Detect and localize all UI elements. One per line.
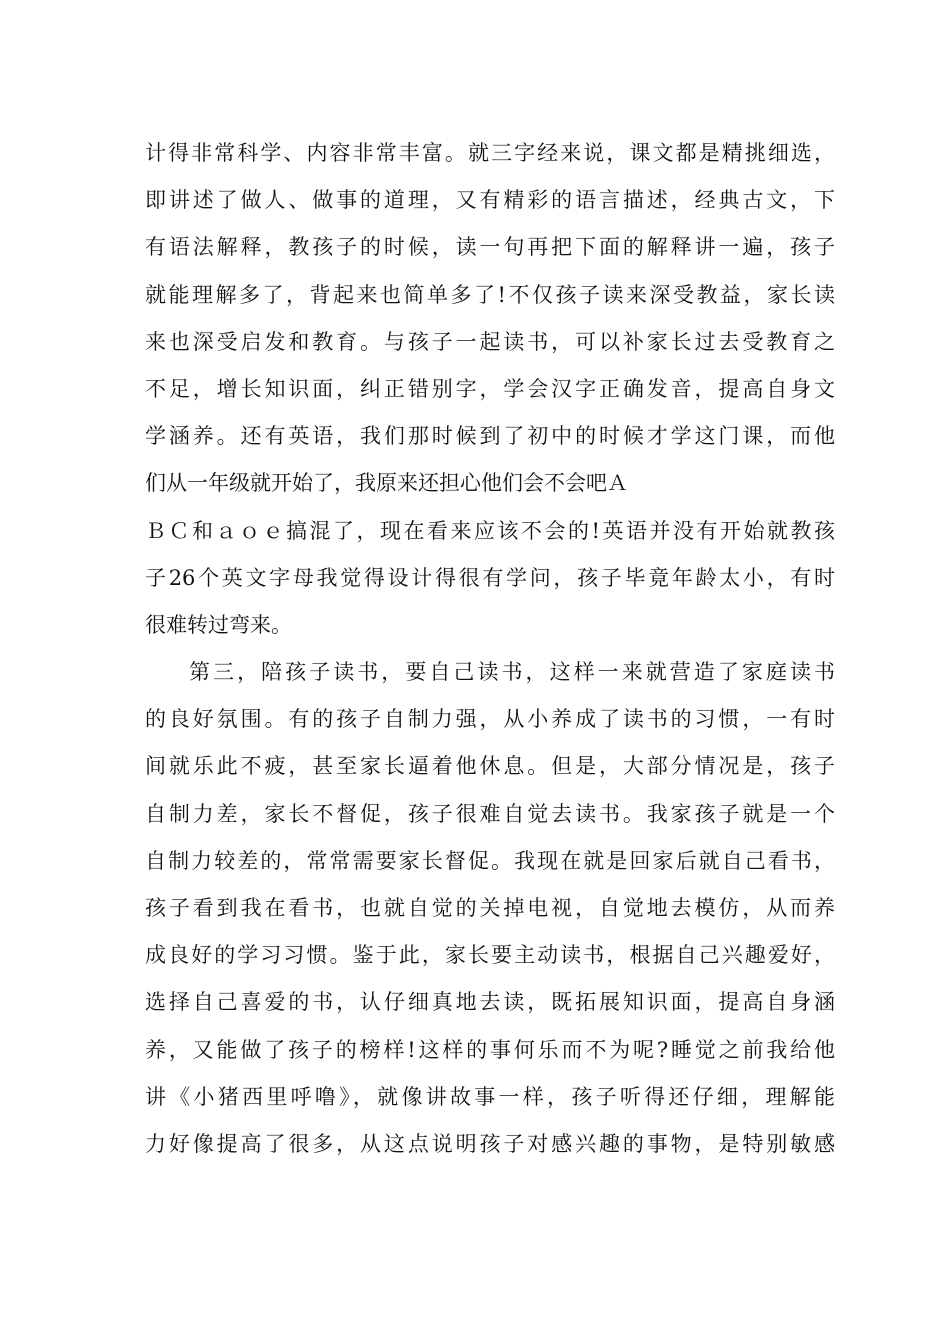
text-line: 计得非常科学、内容非常丰富。就三字经来说，课文都是精挑细选， bbox=[145, 141, 835, 165]
text-line: 养，又能做了孩子的榜样!这样的事何乐而不为呢?睡觉之前我给他 bbox=[145, 1037, 835, 1062]
text-line: 就能理解多了，背起来也简单多了!不仅孩子读来深受教益，家长读 bbox=[145, 282, 835, 307]
text-line: 子26个英文字母我觉得设计得很有学问，孩子毕竟年龄太小，有时 bbox=[145, 565, 835, 590]
paragraph-2 bbox=[145, 649, 835, 1168]
text-line: 力好像提高了很多，从这点说明孩子对感兴趣的事物，是特别敏感 bbox=[145, 1131, 835, 1156]
text-line: 成良好的学习习惯。鉴于此，家长要主动读书，根据自己兴趣爱好， bbox=[145, 943, 835, 968]
text-line: 自制力较差的，常常需要家长督促。我现在就是回家后就自己看书， bbox=[145, 848, 835, 873]
text-line: 很难转过弯来。 bbox=[145, 612, 292, 637]
text-line: 即讲述了做人、做事的道理，又有精彩的语言描述，经典古文，下 bbox=[145, 188, 835, 213]
paragraph-1 bbox=[145, 130, 835, 649]
text-line: 的良好氛围。有的孩子自制力强，从小养成了读书的习惯，一有时 bbox=[145, 707, 835, 732]
text-line: 自制力差，家长不督促，孩子很难自觉去读书。我家孩子就是一个 bbox=[145, 801, 835, 826]
text-line: 孩子看到我在看书，也就自觉的关掉电视，自觉地去模仿，从而养 bbox=[145, 896, 835, 920]
text-line: 不足，增长知识面，纠正错别字，学会汉字正确发音，提高自身文 bbox=[145, 376, 835, 401]
text-line: 第三，陪孩子读书，要自己读书，这样一来就营造了家庭读书 bbox=[189, 660, 835, 685]
text-line: ＢＣ和ａｏｅ搞混了，现在看来应该不会的!英语并没有开始就教孩 bbox=[145, 518, 835, 543]
text-line: 选择自己喜爱的书，认仔细真地去读，既拓展知识面，提高自身涵 bbox=[145, 990, 835, 1015]
text-line: 来也深受启发和教育。与孩子一起读书，可以补家长过去受教育之 bbox=[145, 329, 835, 354]
text-line: 们从一年级就开始了，我原来还担心他们会不会吧Ａ bbox=[145, 471, 628, 496]
document-body bbox=[145, 130, 835, 1168]
text-line: 间就乐此不疲，甚至家长逼着他休息。但是，大部分情况是，孩子 bbox=[145, 754, 835, 779]
text-line: 学涵养。还有英语，我们那时候到了初中的时候才学这门课，而他 bbox=[145, 424, 835, 449]
text-line: 有语法解释，教孩子的时候，读一句再把下面的解释讲一遍，孩子 bbox=[145, 235, 835, 260]
text-line: 讲《小猪西里呼噜》，就像讲故事一样，孩子听得还仔细，理解能 bbox=[145, 1084, 835, 1109]
